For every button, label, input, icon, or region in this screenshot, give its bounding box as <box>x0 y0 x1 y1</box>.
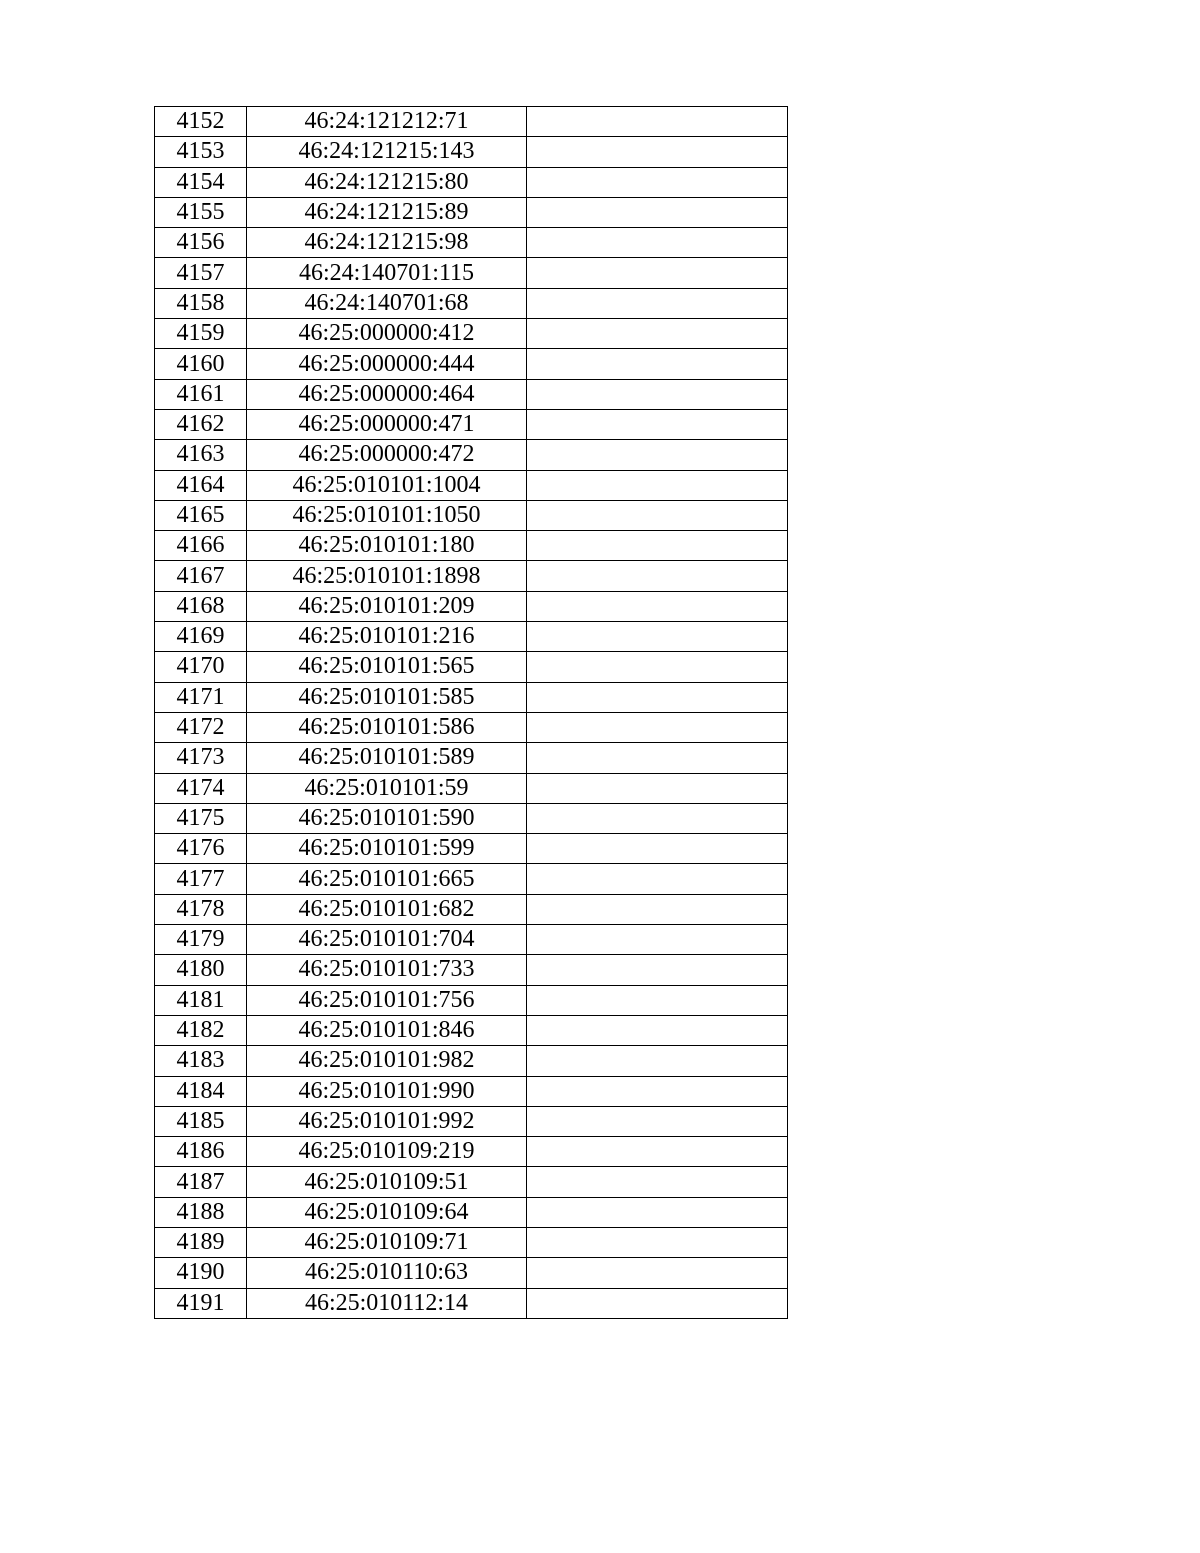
table-row <box>155 652 788 682</box>
empty-cell <box>527 107 788 137</box>
table-row <box>155 712 788 742</box>
empty-cell <box>527 319 788 349</box>
table-row <box>155 440 788 470</box>
row-number-cell: 4159 <box>155 319 247 349</box>
cadastral-number-cell: 46:25:010101:756 <box>247 985 527 1015</box>
cadastral-number-cell: 46:25:000000:444 <box>247 349 527 379</box>
empty-cell <box>527 682 788 712</box>
empty-cell <box>527 712 788 742</box>
cadastral-number-cell: 46:24:121215:89 <box>247 197 527 227</box>
empty-cell <box>527 228 788 258</box>
table-row <box>155 531 788 561</box>
table-row <box>155 894 788 924</box>
cadastral-number-cell: 46:24:140701:68 <box>247 288 527 318</box>
table-row <box>155 319 788 349</box>
row-number-cell: 4190 <box>155 1258 247 1288</box>
table-body <box>155 107 788 1319</box>
row-number-cell: 4156 <box>155 228 247 258</box>
table-row <box>155 1137 788 1167</box>
empty-cell <box>527 349 788 379</box>
table-row <box>155 409 788 439</box>
cadastral-number-cell: 46:25:010101:846 <box>247 1015 527 1045</box>
table-row <box>155 773 788 803</box>
row-number-cell: 4167 <box>155 561 247 591</box>
empty-cell <box>527 591 788 621</box>
cadastral-number-cell: 46:25:010101:1004 <box>247 470 527 500</box>
empty-cell <box>527 1137 788 1167</box>
cadastral-number-cell: 46:24:121212:71 <box>247 107 527 137</box>
cadastral-number-cell: 46:25:010101:1050 <box>247 500 527 530</box>
cadastral-number-cell: 46:25:010109:219 <box>247 1137 527 1167</box>
cadastral-number-cell: 46:25:010101:682 <box>247 894 527 924</box>
empty-cell <box>527 1046 788 1076</box>
empty-cell <box>527 500 788 530</box>
empty-cell <box>527 1015 788 1045</box>
table-row <box>155 500 788 530</box>
empty-cell <box>527 652 788 682</box>
empty-cell <box>527 834 788 864</box>
table-row <box>155 349 788 379</box>
row-number-cell: 4169 <box>155 622 247 652</box>
table-row <box>155 864 788 894</box>
cadastral-number-cell: 46:25:010109:64 <box>247 1197 527 1227</box>
cadastral-number-cell: 46:25:010101:704 <box>247 925 527 955</box>
empty-cell <box>527 1288 788 1318</box>
empty-cell <box>527 1167 788 1197</box>
row-number-cell: 4162 <box>155 409 247 439</box>
empty-cell <box>527 985 788 1015</box>
empty-cell <box>527 197 788 227</box>
cadastral-number-table <box>154 106 788 1319</box>
table-row <box>155 1076 788 1106</box>
row-number-cell: 4161 <box>155 379 247 409</box>
row-number-cell: 4177 <box>155 864 247 894</box>
empty-cell <box>527 1258 788 1288</box>
row-number-cell: 4176 <box>155 834 247 864</box>
row-number-cell: 4186 <box>155 1137 247 1167</box>
cadastral-number-cell: 46:25:010101:216 <box>247 622 527 652</box>
row-number-cell: 4189 <box>155 1227 247 1257</box>
empty-cell <box>527 622 788 652</box>
cadastral-number-cell: 46:25:010101:599 <box>247 834 527 864</box>
table-row <box>155 107 788 137</box>
cadastral-number-cell: 46:25:010101:733 <box>247 955 527 985</box>
cadastral-number-cell: 46:25:010101:585 <box>247 682 527 712</box>
table-row <box>155 743 788 773</box>
table-row <box>155 803 788 833</box>
empty-cell <box>527 470 788 500</box>
table-row <box>155 288 788 318</box>
cadastral-number-cell: 46:25:010109:51 <box>247 1167 527 1197</box>
cadastral-number-cell: 46:24:121215:143 <box>247 137 527 167</box>
row-number-cell: 4155 <box>155 197 247 227</box>
table-row <box>155 682 788 712</box>
cadastral-number-cell: 46:25:010101:992 <box>247 1106 527 1136</box>
empty-cell <box>527 409 788 439</box>
cadastral-number-cell: 46:24:121215:80 <box>247 167 527 197</box>
cadastral-number-cell: 46:25:010101:665 <box>247 864 527 894</box>
cadastral-number-cell: 46:25:010101:586 <box>247 712 527 742</box>
table-row <box>155 925 788 955</box>
cadastral-number-cell: 46:24:140701:115 <box>247 258 527 288</box>
row-number-cell: 4165 <box>155 500 247 530</box>
cadastral-number-cell: 46:25:010109:71 <box>247 1227 527 1257</box>
table-row <box>155 1227 788 1257</box>
empty-cell <box>527 955 788 985</box>
row-number-cell: 4157 <box>155 258 247 288</box>
empty-cell <box>527 258 788 288</box>
table-row <box>155 1258 788 1288</box>
cadastral-number-cell: 46:25:010110:63 <box>247 1258 527 1288</box>
table-row <box>155 470 788 500</box>
row-number-cell: 4164 <box>155 470 247 500</box>
row-number-cell: 4183 <box>155 1046 247 1076</box>
row-number-cell: 4178 <box>155 894 247 924</box>
cadastral-number-cell: 46:25:000000:412 <box>247 319 527 349</box>
row-number-cell: 4171 <box>155 682 247 712</box>
table-row <box>155 1167 788 1197</box>
row-number-cell: 4175 <box>155 803 247 833</box>
empty-cell <box>527 803 788 833</box>
cadastral-number-cell: 46:24:121215:98 <box>247 228 527 258</box>
empty-cell <box>527 1197 788 1227</box>
empty-cell <box>527 894 788 924</box>
cadastral-number-cell: 46:25:000000:471 <box>247 409 527 439</box>
cadastral-number-cell: 46:25:000000:472 <box>247 440 527 470</box>
table-row <box>155 137 788 167</box>
cadastral-number-cell: 46:25:010101:180 <box>247 531 527 561</box>
row-number-cell: 4174 <box>155 773 247 803</box>
table-row <box>155 985 788 1015</box>
table-row <box>155 1015 788 1045</box>
empty-cell <box>527 773 788 803</box>
row-number-cell: 4187 <box>155 1167 247 1197</box>
empty-cell <box>527 925 788 955</box>
cadastral-number-cell: 46:25:010112:14 <box>247 1288 527 1318</box>
cadastral-number-cell: 46:25:010101:1898 <box>247 561 527 591</box>
row-number-cell: 4163 <box>155 440 247 470</box>
empty-cell <box>527 379 788 409</box>
table-row <box>155 228 788 258</box>
empty-cell <box>527 167 788 197</box>
empty-cell <box>527 531 788 561</box>
table-row <box>155 561 788 591</box>
row-number-cell: 4152 <box>155 107 247 137</box>
row-number-cell: 4180 <box>155 955 247 985</box>
row-number-cell: 4182 <box>155 1015 247 1045</box>
cadastral-number-cell: 46:25:010101:565 <box>247 652 527 682</box>
row-number-cell: 4158 <box>155 288 247 318</box>
table-row <box>155 1288 788 1318</box>
row-number-cell: 4184 <box>155 1076 247 1106</box>
row-number-cell: 4160 <box>155 349 247 379</box>
cadastral-number-cell: 46:25:010101:589 <box>247 743 527 773</box>
row-number-cell: 4154 <box>155 167 247 197</box>
row-number-cell: 4185 <box>155 1106 247 1136</box>
empty-cell <box>527 561 788 591</box>
cadastral-number-cell: 46:25:010101:590 <box>247 803 527 833</box>
table-row <box>155 1197 788 1227</box>
empty-cell <box>527 440 788 470</box>
cadastral-number-cell: 46:25:010101:990 <box>247 1076 527 1106</box>
cadastral-number-cell: 46:25:010101:982 <box>247 1046 527 1076</box>
table-row <box>155 1106 788 1136</box>
empty-cell <box>527 864 788 894</box>
table-row <box>155 197 788 227</box>
empty-cell <box>527 288 788 318</box>
row-number-cell: 4166 <box>155 531 247 561</box>
row-number-cell: 4170 <box>155 652 247 682</box>
row-number-cell: 4188 <box>155 1197 247 1227</box>
row-number-cell: 4153 <box>155 137 247 167</box>
empty-cell <box>527 1106 788 1136</box>
row-number-cell: 4181 <box>155 985 247 1015</box>
table-row <box>155 591 788 621</box>
cadastral-number-cell: 46:25:010101:59 <box>247 773 527 803</box>
row-number-cell: 4191 <box>155 1288 247 1318</box>
empty-cell <box>527 1227 788 1257</box>
table-row <box>155 955 788 985</box>
row-number-cell: 4173 <box>155 743 247 773</box>
empty-cell <box>527 1076 788 1106</box>
table-row <box>155 258 788 288</box>
table-row <box>155 379 788 409</box>
table-row <box>155 167 788 197</box>
row-number-cell: 4172 <box>155 712 247 742</box>
table-row <box>155 1046 788 1076</box>
empty-cell <box>527 137 788 167</box>
empty-cell <box>527 743 788 773</box>
table-row <box>155 834 788 864</box>
cadastral-number-cell: 46:25:000000:464 <box>247 379 527 409</box>
row-number-cell: 4179 <box>155 925 247 955</box>
table-row <box>155 622 788 652</box>
row-number-cell: 4168 <box>155 591 247 621</box>
cadastral-number-cell: 46:25:010101:209 <box>247 591 527 621</box>
